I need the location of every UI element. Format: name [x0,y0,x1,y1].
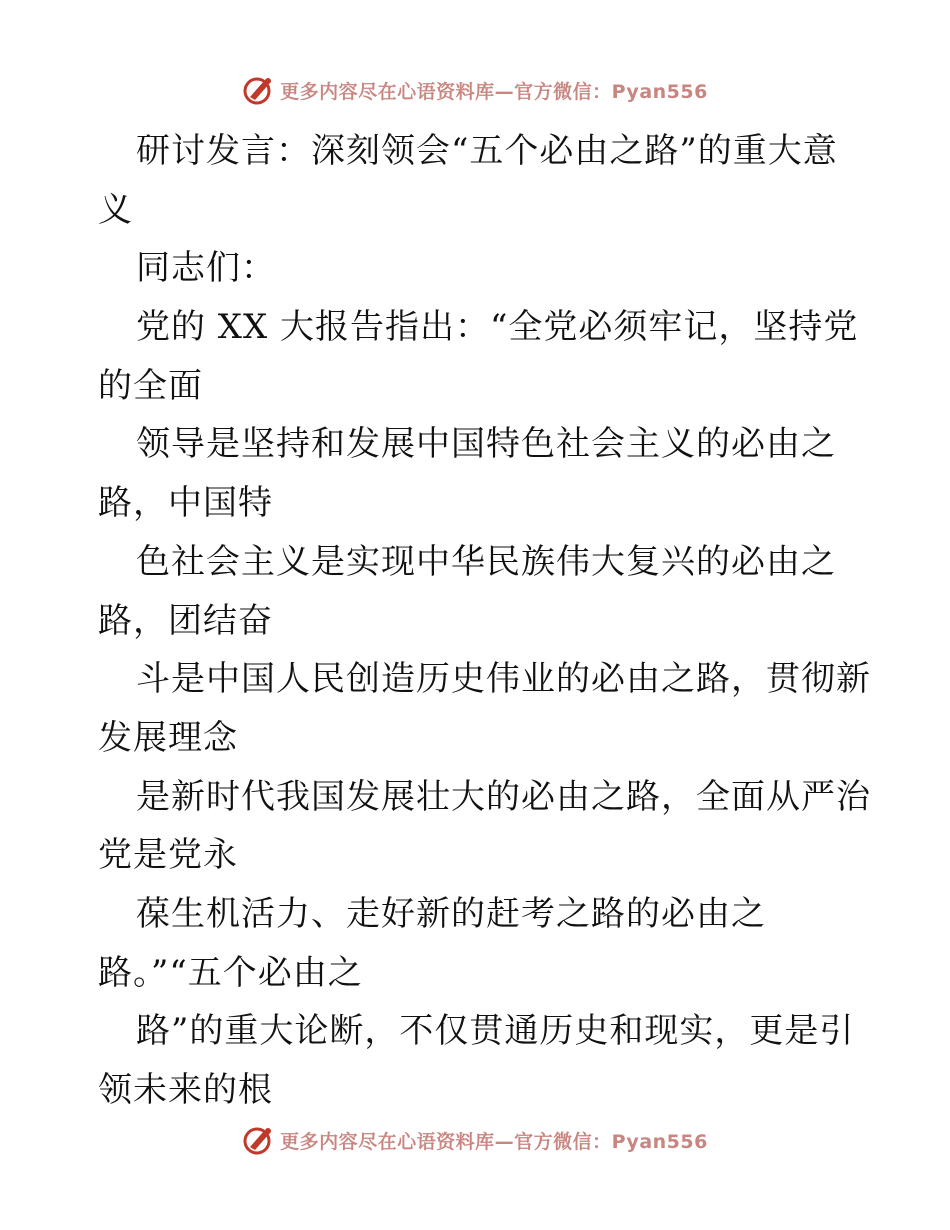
body-line: 是新时代我国发展壮大的必由之路，全面从严治 [136,776,871,817]
pen-circle-logo-icon [242,1123,276,1157]
salutation-line: 同志们： [136,248,276,289]
body-line: 路，中国特 [98,483,273,524]
body-line: 路”的重大论断，不仅贯通历史和现实，更是引 [136,1011,855,1052]
body-line: 路，团结奋 [98,600,273,641]
body-line: 领导是坚持和发展中国特色社会主义的必由之 [136,424,836,465]
body-line: 发展理念 [98,717,238,758]
banner-text: 更多内容尽在心语资料库—官方微信：Pyan556 [280,1130,708,1153]
body-line: 色社会主义是实现中华民族伟大复兴的必由之 [136,541,836,582]
body-line: 葆生机活力、走好新的赶考之路的必由之 [136,893,766,934]
pen-circle-logo-icon [242,73,276,107]
body-line: 斗是中国人民创造历史伟业的必由之路，贯彻新 [136,659,871,700]
header-banner [0,70,950,110]
body-line: 路。”“五个必由之 [98,952,363,993]
body-line: 领未来的根 [98,1070,273,1110]
footer-banner [0,1120,950,1160]
document-body [98,122,871,1120]
body-line: 的全面 [98,365,203,406]
banner-text: 更多内容尽在心语资料库—官方微信：Pyan556 [280,80,708,103]
title-line-1: 研讨发言：深刻领会“五个必由之路”的重大意 [136,131,838,171]
body-line: 党是党永 [98,835,238,876]
body-line: 党的 XX 大报告指出：“全党必须牢记，坚持党 [136,307,859,348]
title-line-2: 义 [98,189,133,230]
